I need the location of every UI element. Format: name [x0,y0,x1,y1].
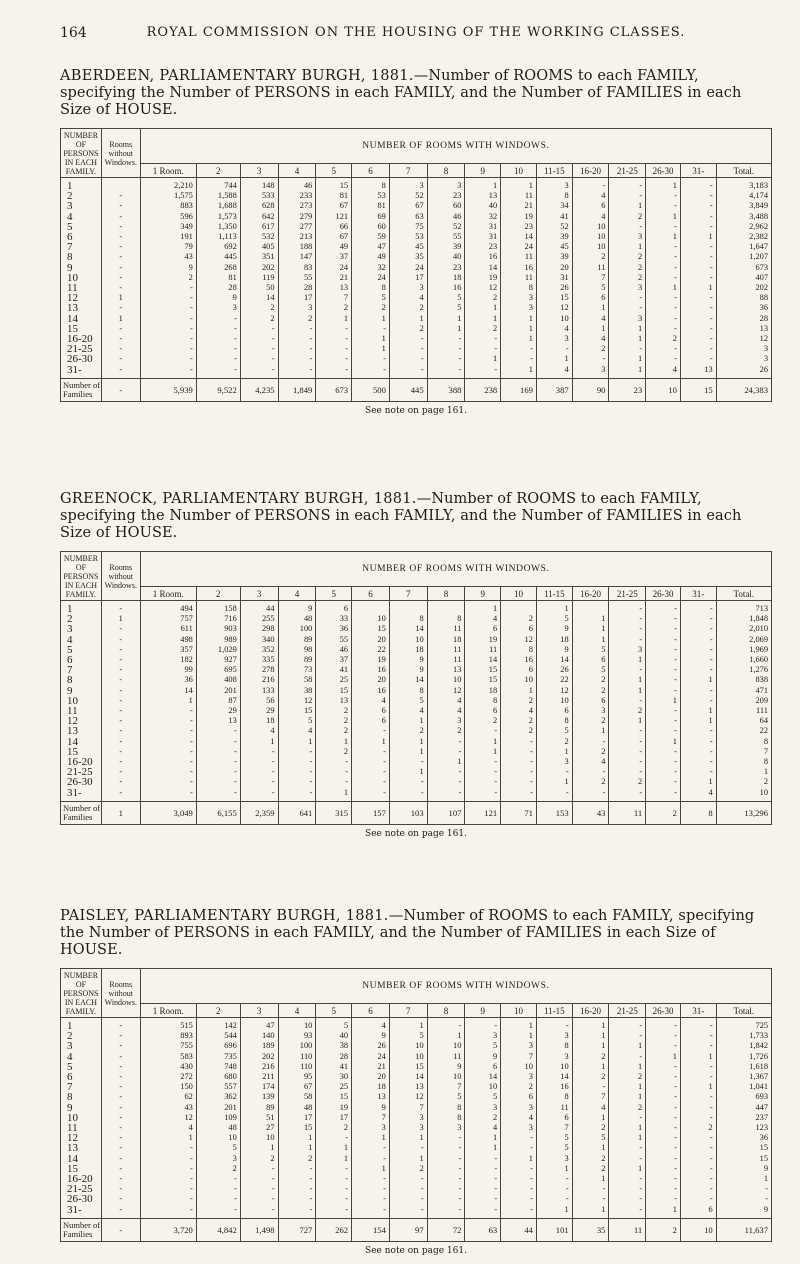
families-cell: 4,842 [196,1218,240,1241]
data-column: 148 533 628 642 617 532 405 351 202 119 50 14 2 2 - - - - - [240,178,278,379]
room-column-header: 9 [465,587,501,601]
room-column-header: 21-25 [609,587,646,601]
families-cell: 3,720 [140,1218,196,1241]
data-column: 44 255 298 340 352 335 278 216 133 56 29 18 4 1 - - - - - [240,601,278,802]
data-column: 2 6 12 8 16 6 10 1 2 4 2 2 - - - - - - [501,601,537,802]
data-column: 8 14 10 18 9 9 14 8 5 4 1 2 1 1 - 1 - - [389,601,427,802]
families-row-label: Number of Families [61,378,102,401]
table-body-row [61,178,772,379]
data-column: 713 1,848 2,010 2,069 1,969 1,660 1,276 838 471 209 111 64 22 8 7 8 1 2 10 [716,601,771,802]
room-column-header: 8 [427,164,465,178]
families-cell: 169 [501,378,537,401]
room-column-header: 26-30 [646,164,681,178]
data-column: 1 4 6 19 11 14 15 15 18 8 6 2 - 1 1 - - - - [465,601,501,802]
families-cell: 121 [465,801,501,824]
data-column: - 1 - - - - - - - - - - - - - - - - - [101,601,140,802]
page-header [60,25,772,45]
families-row [61,1218,772,1241]
families-cell: 3,049 [140,801,196,824]
data-column: 4 9 26 24 21 20 18 13 9 7 3 1 - - 1 - - - - [352,1018,390,1219]
families-cell: 10 [680,1218,716,1241]
families-cell: 154 [352,1218,390,1241]
room-column-header: 16-20 [572,164,609,178]
table-title [60,908,772,959]
families-cell: 445 [389,378,427,401]
families-cell: - [101,378,140,401]
persons-column: 1 2 3 4 5 6 7 8 9 10 11 12 13 14 15 16-20 21-25 26-30 31- [61,178,102,379]
room-column-header: Total. [716,164,771,178]
families-cell: 97 [389,1218,427,1241]
families-cell: 90 [572,378,609,401]
room-column-header: 6 [352,1004,390,1018]
room-column-header: 4 [278,1004,316,1018]
data-column: 46 233 273 279 277 213 188 147 83 55 28 17 3 2 - - - - - [278,178,316,379]
families-row-label: Number of Families [61,801,102,824]
table-body-row [61,601,772,802]
room-column-header: Total. [716,1004,771,1018]
table-title-description: —Number of ROOMS to each FAMILY, specifying the Number of PERSONS in each FAMILY, and the Number of FAMILIES in each Size of HOUSE. [60,908,755,958]
data-column: 1 1 3 7 10 3 2 6 3 4 3 - - 1 - - - - - [501,1018,537,1219]
persons-column-header: NUMBER OF PERSONS IN EACH FAMILY. [61,552,102,601]
families-cell: 387 [536,378,572,401]
room-column-header: 1 Room. [140,587,196,601]
data-column: 1 1 1 2 1 2 - 7 4 1 2 5 1 2 2 1 - - 1 [572,1018,609,1219]
data-column: 744 1,588 1,688 1,573 1,350 1,113 692 445 268 81 28 9 3 - - - - - - [196,178,240,379]
rooms-group-header: NUMBER OF ROOMS WITH WINDOWS. [140,969,771,1004]
room-column-header: 2 [196,1004,240,1018]
room-column-header: 10 [501,164,537,178]
room-column-header: 31- [680,587,716,601]
table-note: See note on page 161. [365,828,467,839]
table-title-place: ABERDEEN, PARLIAMENTARY BURGH, 1881. [60,68,414,84]
windowless-column-header: Rooms without Windows. [101,129,140,178]
data-column: - - - - - - - 1 - - 1 1 - - - - - 1 4 [680,601,716,802]
room-column-header: 7 [389,164,427,178]
room-column-header: 4 [278,587,316,601]
room-column-header: 16-20 [572,1004,609,1018]
room-column-header: 6 [352,164,390,178]
table-title-description: —Number of ROOMS to each FAMILY, specifying the Number of PERSONS in each FAMILY, and the Number of FAMILIES in each Size of HOUSE. [60,491,742,541]
data-column: 3,183 4,174 3,849 3,488 2,962 2,382 1,647 1,207 673 407 202 88 36 28 13 12 3 3 26 [716,178,771,379]
data-column: 1 - - 1 - 1 - - - - 1 - - - - 2 - - 4 [646,178,681,379]
rooms-group-header: NUMBER OF ROOMS WITH WINDOWS. [140,552,771,587]
table-title-place: GREENOCK, PARLIAMENTARY BURGH, 1881. [60,491,417,507]
room-column-header: 5 [316,587,352,601]
data-column: 3 52 67 63 75 53 45 35 24 17 3 4 2 1 2 - - - - [389,178,427,379]
data-column: 15 81 67 121 66 67 49 37 24 21 13 7 2 1 - - - - - [316,178,352,379]
room-column-header: 10 [501,587,537,601]
rooms-group-header: NUMBER OF ROOMS WITH WINDOWS. [140,129,771,164]
table-title-description: —Number of ROOMS to each FAMILY, specifying the Number of PERSONS in each FAMILY, and the Number of FAMILIES in each Size of HOUSE. [60,68,742,118]
room-column-header: 31- [680,164,716,178]
persons-column-header: NUMBER OF PERSONS IN EACH FAMILY. [61,129,102,178]
room-column-header: 21-25 [609,1004,646,1018]
data-column: 8 53 81 69 60 59 47 49 32 24 8 5 2 1 - 1 1 - - [352,178,390,379]
data-column: - 4 6 4 10 10 10 2 11 7 5 6 1 4 1 4 2 - 3 [572,178,609,379]
families-cell: 71 [501,801,537,824]
data-column: 10 15 20 22 19 16 20 16 4 6 6 - 1 - - - - - [352,601,390,802]
data-column: 47 140 189 202 216 211 174 139 89 51 27 10 1 2 - - - - - [240,1018,278,1219]
data-column: - - - - 3 1 - 1 1 - 2 1 - - - - - 2 - [609,601,646,802]
room-column-header: 3 [240,164,278,178]
room-column-header: 2 [196,587,240,601]
room-column-header: 4 [278,164,316,178]
families-cell: 2,359 [240,801,278,824]
data-column: 1 1 1 5 6 5 2 2 6 3 2 1 - 2 4 - 2 - [572,601,609,802]
families-cell: 103 [389,801,427,824]
families-cell: 238 [465,378,501,401]
room-column-header: 21-25 [609,164,646,178]
families-cell: 2 [646,1218,681,1241]
room-column-header: 11-15 [536,587,572,601]
families-cell: 153 [536,801,572,824]
families-cell: 500 [352,378,390,401]
families-cell: 1 [101,801,140,824]
room-column-header: 1 Room. [140,164,196,178]
families-cell: 673 [316,378,352,401]
room-column-header: 2 [196,164,240,178]
room-column-header: 3 [240,1004,278,1018]
data-column: - - 1 - 1 2 1 1 2 - 1 1 - - 1 - - - - [609,1018,646,1219]
data-column: 158 716 903 989 1,029 927 695 408 201 87 29 13 - - - - - - - [196,601,240,802]
data-column: - 1 10 11 9 10 7 5 8 8 3 - - - - - - - - [427,1018,465,1219]
room-column-header: 10 [501,1004,537,1018]
data-column: - - - - - - - - - - - - - - - - - - - [101,1018,140,1219]
families-cell: 63 [465,1218,501,1241]
data-column: - - 1 2 - 3 1 2 2 2 3 - - 3 1 1 - 1 1 [609,178,646,379]
families-cell: 157 [352,801,390,824]
room-column-header: 26-30 [646,1004,681,1018]
table-note: See note on page 161. [365,1245,467,1256]
families-cell: 15 [680,378,716,401]
families-cell: 11,637 [716,1218,771,1241]
families-cell: 11 [609,1218,646,1241]
families-row [61,801,772,824]
room-column-header: 6 [352,587,390,601]
persons-column-header: NUMBER OF PERSONS IN EACH FAMILY. [61,969,102,1018]
families-cell: 4,235 [240,378,278,401]
room-column-header: 3 [240,587,278,601]
room-column-header: 5 [316,164,352,178]
families-cell: 1,498 [240,1218,278,1241]
families-row-label: Number of Families [61,1218,102,1241]
data-column: 1 5 9 18 9 14 26 22 12 10 6 8 5 2 1 3 - 1 - [536,601,572,802]
families-cell: 8 [680,801,716,824]
data-column: - - - 1 - - 1 - - - 2 - - - - - - - 6 [680,1018,716,1219]
families-cell: 1,849 [278,378,316,401]
data-column: 3 23 60 46 52 55 39 40 23 18 16 5 5 1 1 - - - - [427,178,465,379]
data-column: 9 48 100 89 98 89 73 58 38 12 15 5 4 1 - - - - - [278,601,316,802]
families-cell: 641 [278,801,316,824]
data-column: 515 893 755 583 430 272 150 62 43 12 4 1 - - - - - - - [140,1018,196,1219]
families-cell: 44 [501,1218,537,1241]
persons-column: 1 2 3 4 5 6 7 8 9 10 11 12 13 14 15 16-20 21-25 26-30 31- [61,601,102,802]
data-column: 10 93 100 110 110 95 67 58 48 17 15 1 1 2 - - - - - [278,1018,316,1219]
data-column: 494 757 611 498 357 182 99 36 14 1 - - - - - - - - - [140,601,196,802]
families-cell: 107 [427,801,465,824]
data-column: 3 8 34 41 52 39 45 39 20 31 26 15 12 10 4 3 - 1 4 [536,178,572,379]
data-column: - - - - - 1 - - - - 1 - - - - - - - 13 [680,178,716,379]
data-column: 1 11 21 19 23 14 24 11 16 11 8 3 3 1 1 1 - - 1 [501,178,537,379]
data-column: - - - 1 - - - - - - - - - - - - - - 1 [646,1018,681,1219]
families-cell: 43 [572,801,609,824]
greenock-section [60,491,772,839]
room-column-header: 26-30 [646,587,681,601]
windowless-column-header: Rooms without Windows. [101,552,140,601]
data-column: - - - - - - - - - - 1 - 1 - - - - - [101,178,140,379]
data-column: 142 544 696 735 748 680 557 362 201 109 48 10 5 3 2 - - - - [196,1018,240,1219]
table-note: See note on page 161. [365,405,467,416]
families-cell: 24,383 [716,378,771,401]
families-cell: 9,522 [196,378,240,401]
data-column: - 3 8 3 10 14 16 8 11 6 7 5 5 3 1 - - - 1 [536,1018,572,1219]
families-cell: 13,296 [716,801,771,824]
families-cell: 727 [278,1218,316,1241]
room-column-header: 7 [389,1004,427,1018]
windowless-column-header: Rooms without Windows. [101,969,140,1018]
room-column-header: 8 [427,1004,465,1018]
table-title [60,491,772,542]
room-column-header: 7 [389,587,427,601]
data-column: 725 1,733 1,842 1,726 1,618 1,367 1,041 693 447 237 123 36 15 15 9 1 - - 9 [716,1018,771,1219]
paisley-section [60,908,772,1256]
families-cell: - [101,1218,140,1241]
families-cell: 6,155 [196,801,240,824]
aberdeen-section [60,68,772,416]
families-cell: 388 [427,378,465,401]
room-column-header: 9 [465,1004,501,1018]
data-column: 5 40 38 28 41 30 25 15 19 17 2 - 1 1 - - - - - [316,1018,352,1219]
room-column-header: 11-15 [536,1004,572,1018]
data-column: - - - - - - - - - 1 - - - 1 - - - - - [646,601,681,802]
families-cell: 2 [646,801,681,824]
families-row [61,378,772,401]
room-column-header: 5 [316,1004,352,1018]
families-cell: 262 [316,1218,352,1241]
families-cell: 10 [646,378,681,401]
room-column-header: 8 [427,587,465,601]
paisley-rooms-table [60,968,772,1242]
persons-column: 1 2 3 4 5 6 7 8 9 10 11 12 13 14 15 16-20 21-25 26-30 31- [61,1018,102,1219]
aberdeen-rooms-table [60,128,772,402]
data-column: 1 13 40 32 31 31 23 16 14 19 12 2 1 1 2 - - 1 - [465,178,501,379]
page-number: 164 [60,25,87,41]
families-cell: 35 [572,1218,609,1241]
room-column-header: Total. [716,587,771,601]
room-column-header: 16-20 [572,587,609,601]
room-column-header: 9 [465,164,501,178]
data-column: 1 5 10 10 15 14 13 12 7 3 3 1 - 1 2 - - - - [389,1018,427,1219]
families-cell: 72 [427,1218,465,1241]
data-column: - 3 5 9 6 14 10 5 3 2 4 1 1 - - - - - - [465,1018,501,1219]
families-cell: 315 [316,801,352,824]
table-title [60,68,772,119]
running-title: ROYAL COMMISSION ON THE HOUSING OF THE WORKING CLASSES. [146,25,686,40]
data-column: 8 11 18 11 11 13 10 12 4 4 3 2 - - 1 - - - [427,601,465,802]
families-cell: 11 [609,801,646,824]
greenock-rooms-table [60,551,772,825]
room-column-header: 31- [680,1004,716,1018]
families-cell: 101 [536,1218,572,1241]
room-column-header: 1 Room. [140,1004,196,1018]
room-column-header: 11-15 [536,164,572,178]
data-column: 2,210 1,575 883 596 349 191 79 43 9 2 - - - - - - - - - [140,178,196,379]
families-cell: 5,939 [140,378,196,401]
table-title-place: PAISLEY, PARLIAMENTARY BURGH, 1881. [60,908,389,924]
data-column: 6 33 36 55 46 37 41 25 15 13 2 2 2 1 2 - - - 1 [316,601,352,802]
table-body-row [61,1018,772,1219]
families-cell: 23 [609,378,646,401]
